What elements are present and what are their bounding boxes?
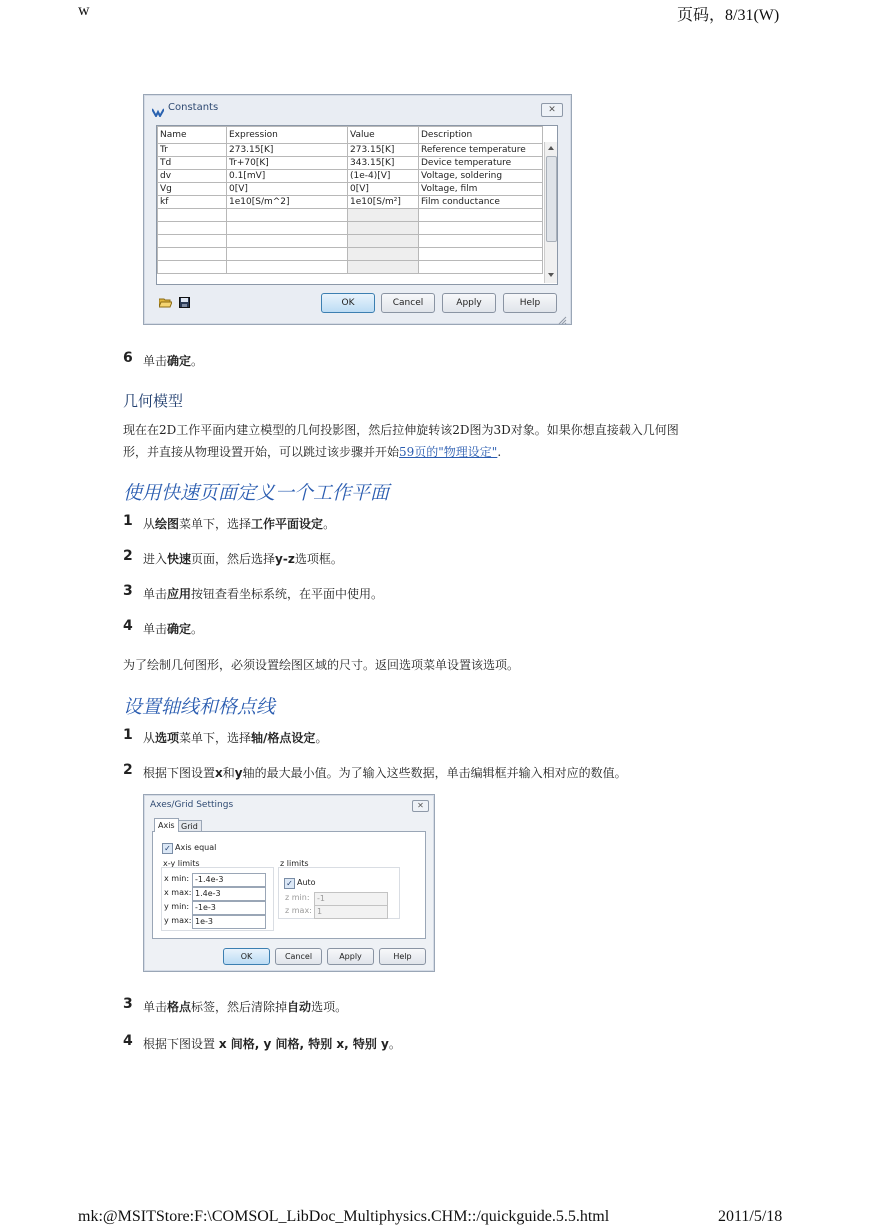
cell-empty[interactable] (158, 222, 227, 235)
cell-empty[interactable] (227, 261, 348, 274)
workplane-step-4 (123, 620, 723, 638)
column-header-description[interactable]: Description (419, 127, 543, 144)
step-text: 根据下图设置 x 间格, y 间格, 特别 x, 特别 y。 (143, 1037, 401, 1051)
cancel-button[interactable]: Cancel (381, 293, 435, 313)
section-title-geometry: 几何模型 (123, 392, 184, 410)
axis-equal-label: Axis equal (175, 843, 217, 852)
table-row[interactable] (158, 196, 543, 209)
page-header-right: 页码，8/31(W) (677, 7, 780, 24)
cell-name[interactable]: Td (158, 157, 227, 170)
column-header-expression[interactable]: Expression (227, 127, 348, 144)
page-header-left: w (78, 2, 90, 19)
geometry-paragraph (123, 419, 763, 463)
zmin-label: z min: (285, 893, 310, 902)
step-text: 单击格点标签，然后清除掉自动选项。 (143, 1000, 348, 1014)
cell-empty[interactable] (419, 235, 543, 248)
table-row[interactable] (158, 261, 543, 274)
workplane-step-2 (123, 550, 723, 568)
axis-tab-panel (152, 831, 426, 939)
comsol-logo-icon (152, 102, 164, 111)
xmax-input[interactable]: 1.4e-3 (192, 887, 266, 901)
table-row[interactable] (158, 222, 543, 235)
step-text: 单击应用按钮查看坐标系统，在平面中使用。 (143, 587, 384, 601)
cell-description[interactable]: Film conductance (419, 196, 543, 209)
close-button[interactable]: ✕ (412, 800, 429, 812)
cell-empty[interactable] (419, 209, 543, 222)
cell-name[interactable]: Tr (158, 144, 227, 157)
cell-name[interactable]: kf (158, 196, 227, 209)
step-number: 2 (123, 548, 133, 564)
table-row[interactable] (158, 170, 543, 183)
cell-empty[interactable] (158, 209, 227, 222)
cell-value: 1e10[S/m²] (348, 196, 419, 209)
axes-step-4 (123, 1035, 723, 1053)
xmin-input[interactable]: -1.4e-3 (192, 873, 266, 887)
step-text: 根据下图设置x和y轴的最大最小值。为了输入这些数据，单击编辑框并输入相对应的数值。 (143, 766, 627, 780)
scroll-up-icon[interactable] (548, 146, 554, 150)
cell-expression[interactable]: 273.15[K] (227, 144, 348, 157)
cell-empty[interactable] (158, 261, 227, 274)
cell-empty[interactable] (158, 235, 227, 248)
cell-description[interactable]: Voltage, film (419, 183, 543, 196)
xmin-label: x min: (164, 874, 190, 883)
step-text: 单击确定。 (143, 354, 204, 368)
vertical-scrollbar[interactable] (544, 142, 557, 283)
auto-label: Auto (297, 878, 316, 887)
table-row[interactable] (158, 235, 543, 248)
table-row[interactable] (158, 183, 543, 196)
step-6 (123, 352, 723, 370)
cell-empty[interactable] (419, 222, 543, 235)
step-number: 3 (123, 583, 133, 599)
ymax-input[interactable]: 1e-3 (192, 915, 266, 929)
cell-empty[interactable] (158, 248, 227, 261)
step-number: 3 (123, 996, 133, 1012)
dialog-title: Axes/Grid Settings (150, 800, 234, 810)
table-row[interactable] (158, 157, 543, 170)
resize-grip-icon[interactable] (557, 310, 567, 320)
section-title-axes: 设置轴线和格点线 (123, 696, 276, 718)
cell-description[interactable]: Reference temperature (419, 144, 543, 157)
cell-empty[interactable] (419, 261, 543, 274)
page-footer-right: 2011/5/18 (718, 1208, 783, 1225)
cell-expression[interactable]: 1e10[S/m^2] (227, 196, 348, 209)
table-row[interactable] (158, 248, 543, 261)
step-text: 进入快速页面，然后选择y-z选项框。 (143, 552, 343, 566)
constants-dialog (143, 94, 572, 325)
ymax-label: y max: (164, 916, 192, 925)
cell-empty[interactable] (419, 248, 543, 261)
z-limits-label: z limits (280, 859, 309, 868)
cell-empty[interactable] (227, 222, 348, 235)
step-number: 1 (123, 513, 133, 529)
workplane-step-1 (123, 515, 723, 533)
dialog-title: Constants (168, 102, 219, 113)
cell-value: (1e-4)[V] (348, 170, 419, 183)
cell-empty (348, 222, 419, 235)
close-button[interactable]: ✕ (541, 103, 563, 117)
table-header-row (158, 127, 543, 144)
cell-empty (348, 261, 419, 274)
axis-equal-checkbox[interactable]: ✓ (162, 843, 173, 854)
scroll-down-icon[interactable] (548, 273, 554, 277)
axes-step-1 (123, 729, 723, 747)
workplane-step-3 (123, 585, 723, 603)
ok-button[interactable]: OK (321, 293, 375, 313)
cell-empty (348, 235, 419, 248)
xmax-label: x max: (164, 888, 192, 897)
step-number: 6 (123, 350, 133, 366)
table-row[interactable] (158, 144, 543, 157)
cell-expression[interactable]: Tr+70[K] (227, 157, 348, 170)
cell-expression[interactable]: 0[V] (227, 183, 348, 196)
cancel-button[interactable]: Cancel (275, 948, 322, 965)
cell-description[interactable]: Voltage, soldering (419, 170, 543, 183)
zmax-label: z max: (285, 906, 312, 915)
apply-button[interactable]: Apply (327, 948, 374, 965)
apply-button[interactable]: Apply (442, 293, 496, 313)
cell-expression[interactable]: 0.1[mV] (227, 170, 348, 183)
help-button[interactable]: Help (379, 948, 426, 965)
paragraph-line: 形，并直接从物理设置开始，可以跳过该步骤并开始59页的"物理设定". (123, 445, 502, 459)
cell-empty[interactable] (227, 235, 348, 248)
cell-empty[interactable] (227, 209, 348, 222)
step-text: 从绘图菜单下，选择工作平面设定。 (143, 517, 336, 531)
step-number: 4 (123, 618, 133, 634)
physics-settings-link[interactable]: 59页的"物理设定" (399, 445, 498, 459)
column-header-value[interactable]: Value (348, 127, 419, 144)
ymin-input[interactable]: -1e-3 (192, 901, 266, 915)
step-number: 2 (123, 762, 133, 778)
tab-grid[interactable]: Grid (177, 820, 202, 832)
workplane-note: 为了绘制几何图形，必须设置绘图区域的尺寸。返回选项菜单设置该选项。 (123, 658, 520, 672)
step-number: 1 (123, 727, 133, 743)
cell-value: 273.15[K] (348, 144, 419, 157)
cell-value: 343.15[K] (348, 157, 419, 170)
axes-grid-dialog (143, 794, 435, 972)
tab-axis[interactable]: Axis (154, 818, 179, 832)
axes-step-2 (123, 764, 783, 782)
xy-limits-label: x-y limits (163, 859, 200, 868)
auto-checkbox[interactable]: ✓ (284, 878, 295, 889)
column-header-name[interactable]: Name (158, 127, 227, 144)
axes-step-3 (123, 998, 723, 1016)
step-text: 从选项菜单下，选择轴/格点设定。 (143, 731, 328, 745)
cell-value: 0[V] (348, 183, 419, 196)
page-footer-left: mk:@MSITStore:F:\COMSOL_LibDoc_Multiphysics.CHM::/quickguide.5.5.html (78, 1208, 610, 1225)
cell-empty[interactable] (227, 248, 348, 261)
open-folder-icon[interactable] (159, 293, 172, 304)
constants-table-frame (156, 125, 558, 285)
cell-empty (348, 209, 419, 222)
cell-name[interactable]: dv (158, 170, 227, 183)
save-icon[interactable] (179, 293, 190, 304)
zmax-input: 1 (314, 905, 388, 919)
cell-description[interactable]: Device temperature (419, 157, 543, 170)
cell-empty (348, 248, 419, 261)
ymin-label: y min: (164, 902, 190, 911)
paragraph-line: 现在在2D工作平面内建立模型的几何投影图，然后拉伸旋转该2D图为3D对象。如果你想直接载入几何图 (123, 423, 679, 437)
step-text: 单击确定。 (143, 622, 204, 636)
zmin-input: -1 (314, 892, 388, 906)
help-button[interactable]: Help (503, 293, 557, 313)
cell-name[interactable]: Vg (158, 183, 227, 196)
section-title-workplane: 使用快速页面定义一个工作平面 (123, 482, 390, 504)
constants-table (157, 126, 543, 274)
scrollbar-thumb[interactable] (546, 156, 557, 242)
step-number: 4 (123, 1033, 133, 1049)
table-row[interactable] (158, 209, 543, 222)
ok-button[interactable]: OK (223, 948, 270, 965)
